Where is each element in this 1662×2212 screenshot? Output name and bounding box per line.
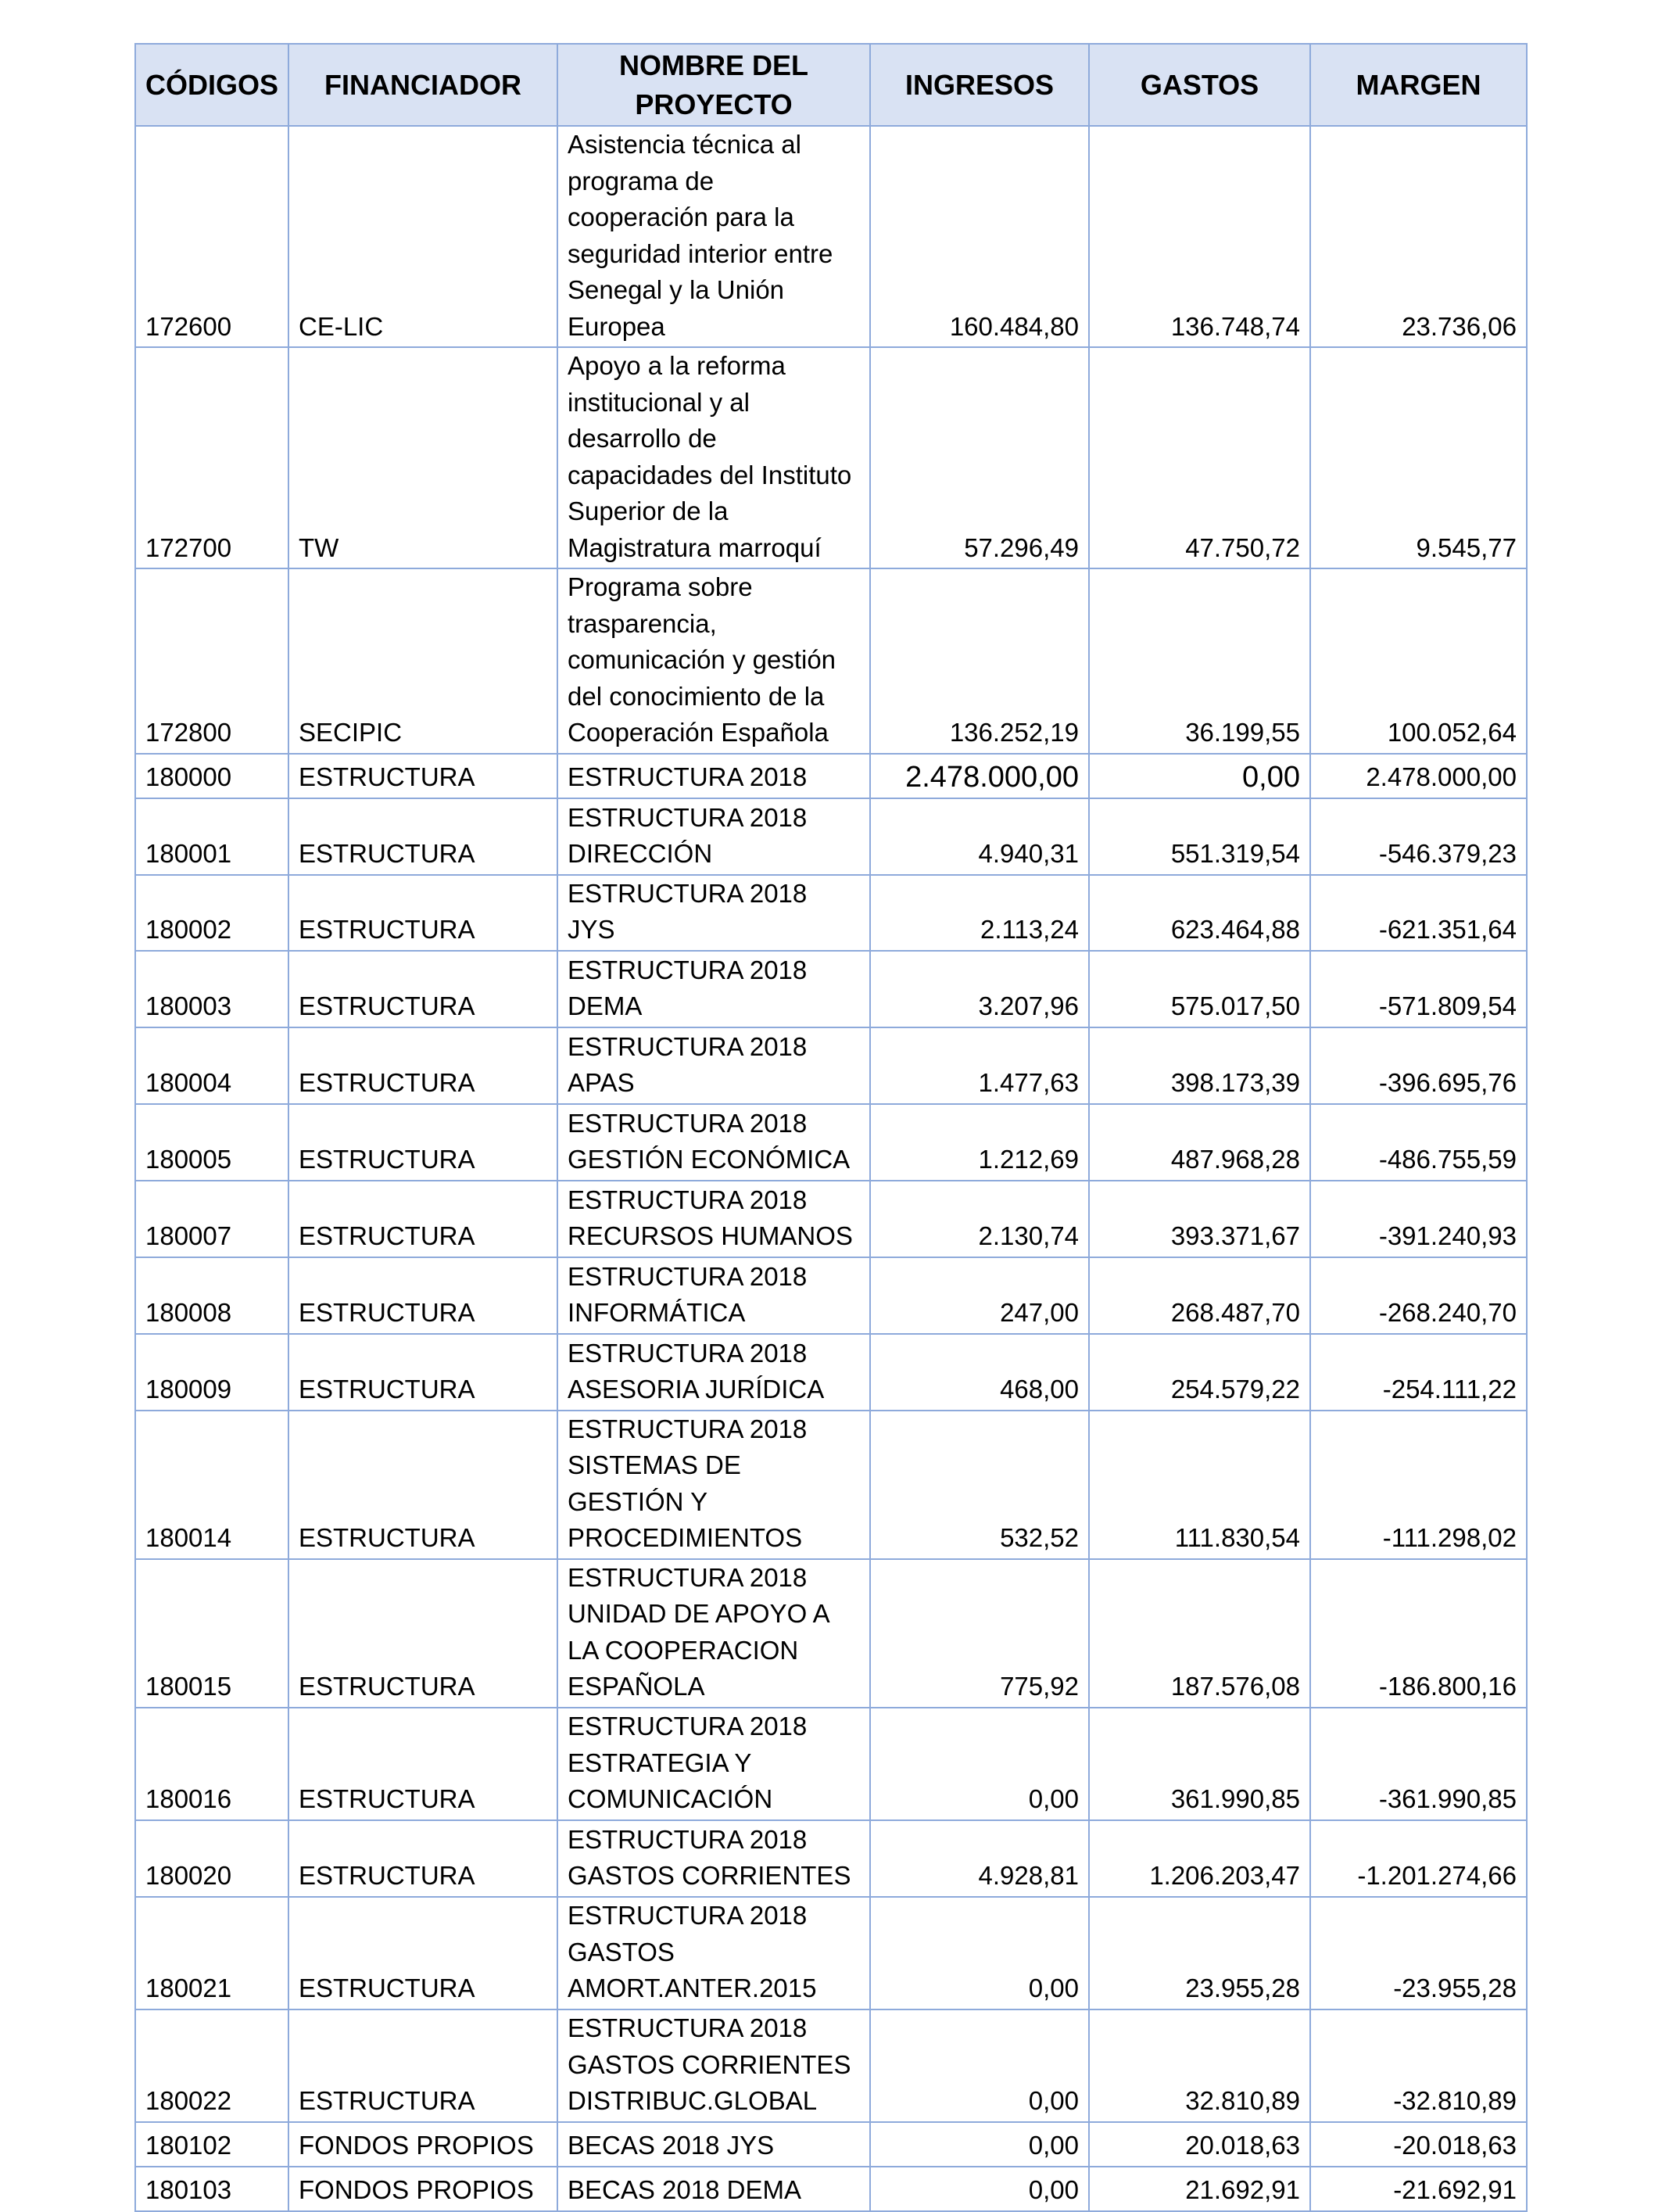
- cell-financiador: ESTRUCTURA: [288, 1411, 557, 1559]
- cell-ingresos: 2.113,24: [870, 875, 1089, 951]
- cell-codigo: 172700: [135, 347, 288, 568]
- cell-codigo: 180008: [135, 1257, 288, 1334]
- table-row: [135, 347, 1527, 568]
- cell-financiador: TW: [288, 347, 557, 568]
- cell-ingresos: 468,00: [870, 1334, 1089, 1411]
- cell-margen: -396.695,76: [1310, 1027, 1527, 1104]
- cell-nombre: ESTRUCTURA 2018 INFORMÁTICA: [557, 1257, 870, 1334]
- table-row: [135, 1257, 1527, 1334]
- cell-nombre: ESTRUCTURA 2018: [557, 754, 870, 798]
- cell-margen: -254.111,22: [1310, 1334, 1527, 1411]
- cell-gastos: 361.990,85: [1089, 1708, 1310, 1820]
- cell-gastos: 393.371,67: [1089, 1181, 1310, 1257]
- cell-codigo: 180005: [135, 1104, 288, 1181]
- cell-margen: -361.990,85: [1310, 1708, 1527, 1820]
- cell-financiador: ESTRUCTURA: [288, 1708, 557, 1820]
- table-row: [135, 1708, 1527, 1820]
- cell-nombre: ESTRUCTURA 2018 GASTOS AMORT.ANTER.2015: [557, 1897, 870, 2009]
- cell-codigo: 180007: [135, 1181, 288, 1257]
- cell-financiador: ESTRUCTURA: [288, 1257, 557, 1334]
- table-row: [135, 754, 1527, 798]
- table-row: [135, 1181, 1527, 1257]
- cell-nombre: Apoyo a la reforma institucional y al desarrollo de capacidades del Instituto Superior de la Magistratura marroquí: [557, 347, 870, 568]
- table-row: [135, 1334, 1527, 1411]
- table-row: [135, 1820, 1527, 1897]
- cell-nombre: Asistencia técnica al programa de cooperación para la seguridad interior entre Senegal y la Unión Europea: [557, 126, 870, 347]
- cell-codigo: 180014: [135, 1411, 288, 1559]
- table-body: [135, 126, 1527, 2211]
- cell-codigo: 180004: [135, 1027, 288, 1104]
- cell-ingresos: 0,00: [870, 2122, 1089, 2167]
- cell-nombre: BECAS 2018 JYS: [557, 2122, 870, 2167]
- header-ingresos: INGRESOS: [870, 44, 1089, 126]
- cell-gastos: 623.464,88: [1089, 875, 1310, 951]
- cell-codigo: 180002: [135, 875, 288, 951]
- cell-ingresos: 57.296,49: [870, 347, 1089, 568]
- cell-gastos: 575.017,50: [1089, 951, 1310, 1027]
- cell-codigo: 180016: [135, 1708, 288, 1820]
- cell-ingresos: 247,00: [870, 1257, 1089, 1334]
- cell-ingresos: 2.130,74: [870, 1181, 1089, 1257]
- cell-nombre: ESTRUCTURA 2018 SISTEMAS DE GESTIÓN Y PROCEDIMIENTOS: [557, 1411, 870, 1559]
- cell-margen: 100.052,64: [1310, 568, 1527, 754]
- cell-codigo: 180102: [135, 2122, 288, 2167]
- cell-codigo: 180001: [135, 798, 288, 875]
- cell-codigo: 180021: [135, 1897, 288, 2009]
- cell-nombre: ESTRUCTURA 2018 DIRECCIÓN: [557, 798, 870, 875]
- cell-nombre: ESTRUCTURA 2018 JYS: [557, 875, 870, 951]
- cell-financiador: FONDOS PROPIOS: [288, 2167, 557, 2211]
- cell-financiador: ESTRUCTURA: [288, 1104, 557, 1181]
- cell-nombre: ESTRUCTURA 2018 RECURSOS HUMANOS: [557, 1181, 870, 1257]
- cell-margen: -1.201.274,66: [1310, 1820, 1527, 1897]
- cell-margen: -21.692,91: [1310, 2167, 1527, 2211]
- cell-financiador: ESTRUCTURA: [288, 1559, 557, 1708]
- cell-margen: -621.351,64: [1310, 875, 1527, 951]
- cell-nombre: ESTRUCTURA 2018 DEMA: [557, 951, 870, 1027]
- table-row: [135, 798, 1527, 875]
- header-margen: MARGEN: [1310, 44, 1527, 126]
- cell-gastos: 254.579,22: [1089, 1334, 1310, 1411]
- table-row: [135, 1027, 1527, 1104]
- cell-codigo: 180022: [135, 2009, 288, 2122]
- table-row: [135, 126, 1527, 347]
- cell-margen: -111.298,02: [1310, 1411, 1527, 1559]
- cell-gastos: 187.576,08: [1089, 1559, 1310, 1708]
- header-codigos: CÓDIGOS: [135, 44, 288, 126]
- cell-ingresos: 4.940,31: [870, 798, 1089, 875]
- cell-margen: 9.545,77: [1310, 347, 1527, 568]
- table-row: [135, 1559, 1527, 1708]
- cell-ingresos: 532,52: [870, 1411, 1089, 1559]
- cell-gastos: 32.810,89: [1089, 2009, 1310, 2122]
- cell-gastos: 551.319,54: [1089, 798, 1310, 875]
- cell-nombre: BECAS 2018 DEMA: [557, 2167, 870, 2211]
- cell-gastos: 268.487,70: [1089, 1257, 1310, 1334]
- cell-codigo: 172600: [135, 126, 288, 347]
- cell-nombre: ESTRUCTURA 2018 GASTOS CORRIENTES DISTRIBUC.GLOBAL: [557, 2009, 870, 2122]
- cell-nombre: ESTRUCTURA 2018 UNIDAD DE APOYO A LA COOPERACION ESPAÑOLA: [557, 1559, 870, 1708]
- cell-gastos: 487.968,28: [1089, 1104, 1310, 1181]
- cell-gastos: 0,00: [1089, 754, 1310, 798]
- cell-financiador: FONDOS PROPIOS: [288, 2122, 557, 2167]
- cell-financiador: ESTRUCTURA: [288, 1334, 557, 1411]
- table-row: [135, 568, 1527, 754]
- cell-ingresos: 0,00: [870, 1897, 1089, 2009]
- cell-codigo: 180020: [135, 1820, 288, 1897]
- table-row: [135, 1897, 1527, 2009]
- table-row: [135, 1104, 1527, 1181]
- cell-gastos: 23.955,28: [1089, 1897, 1310, 2009]
- cell-margen: -268.240,70: [1310, 1257, 1527, 1334]
- cell-margen: -23.955,28: [1310, 1897, 1527, 2009]
- cell-financiador: SECIPIC: [288, 568, 557, 754]
- cell-financiador: ESTRUCTURA: [288, 875, 557, 951]
- header-financiador: FINANCIADOR: [288, 44, 557, 126]
- cell-financiador: ESTRUCTURA: [288, 1027, 557, 1104]
- cell-gastos: 20.018,63: [1089, 2122, 1310, 2167]
- cell-gastos: 47.750,72: [1089, 347, 1310, 568]
- cell-financiador: ESTRUCTURA: [288, 1181, 557, 1257]
- cell-gastos: 136.748,74: [1089, 126, 1310, 347]
- cell-margen: -32.810,89: [1310, 2009, 1527, 2122]
- cell-margen: -486.755,59: [1310, 1104, 1527, 1181]
- cell-margen: -391.240,93: [1310, 1181, 1527, 1257]
- cell-ingresos: 1.477,63: [870, 1027, 1089, 1104]
- cell-margen: -571.809,54: [1310, 951, 1527, 1027]
- cell-codigo: 172800: [135, 568, 288, 754]
- cell-codigo: 180000: [135, 754, 288, 798]
- table-row: [135, 2009, 1527, 2122]
- cell-codigo: 180009: [135, 1334, 288, 1411]
- cell-financiador: ESTRUCTURA: [288, 2009, 557, 2122]
- cell-nombre: ESTRUCTURA 2018 GASTOS CORRIENTES: [557, 1820, 870, 1897]
- cell-gastos: 1.206.203,47: [1089, 1820, 1310, 1897]
- cell-codigo: 180003: [135, 951, 288, 1027]
- projects-table: [134, 43, 1528, 2212]
- cell-ingresos: 136.252,19: [870, 568, 1089, 754]
- cell-ingresos: 2.478.000,00: [870, 754, 1089, 798]
- table-row: [135, 875, 1527, 951]
- cell-ingresos: 0,00: [870, 1708, 1089, 1820]
- cell-nombre: ESTRUCTURA 2018 ASESORIA JURÍDICA: [557, 1334, 870, 1411]
- table-row: [135, 1411, 1527, 1559]
- cell-financiador: ESTRUCTURA: [288, 798, 557, 875]
- cell-ingresos: 1.212,69: [870, 1104, 1089, 1181]
- cell-ingresos: 775,92: [870, 1559, 1089, 1708]
- cell-margen: -20.018,63: [1310, 2122, 1527, 2167]
- header-gastos: GASTOS: [1089, 44, 1310, 126]
- cell-margen: 23.736,06: [1310, 126, 1527, 347]
- cell-gastos: 36.199,55: [1089, 568, 1310, 754]
- table-row: [135, 2122, 1527, 2167]
- cell-gastos: 111.830,54: [1089, 1411, 1310, 1559]
- cell-financiador: ESTRUCTURA: [288, 1897, 557, 2009]
- cell-margen: 2.478.000,00: [1310, 754, 1527, 798]
- cell-financiador: CE-LIC: [288, 126, 557, 347]
- cell-ingresos: 160.484,80: [870, 126, 1089, 347]
- cell-nombre: ESTRUCTURA 2018 GESTIÓN ECONÓMICA: [557, 1104, 870, 1181]
- cell-nombre: ESTRUCTURA 2018 ESTRATEGIA Y COMUNICACIÓN: [557, 1708, 870, 1820]
- cell-codigo: 180015: [135, 1559, 288, 1708]
- cell-ingresos: 4.928,81: [870, 1820, 1089, 1897]
- cell-margen: -546.379,23: [1310, 798, 1527, 875]
- cell-ingresos: 3.207,96: [870, 951, 1089, 1027]
- cell-gastos: 398.173,39: [1089, 1027, 1310, 1104]
- table-row: [135, 2167, 1527, 2211]
- cell-gastos: 21.692,91: [1089, 2167, 1310, 2211]
- cell-ingresos: 0,00: [870, 2167, 1089, 2211]
- cell-nombre: ESTRUCTURA 2018 APAS: [557, 1027, 870, 1104]
- cell-financiador: ESTRUCTURA: [288, 1820, 557, 1897]
- cell-financiador: ESTRUCTURA: [288, 951, 557, 1027]
- cell-ingresos: 0,00: [870, 2009, 1089, 2122]
- table-header: [135, 44, 1527, 126]
- cell-financiador: ESTRUCTURA: [288, 754, 557, 798]
- cell-codigo: 180103: [135, 2167, 288, 2211]
- header-nombre: NOMBRE DEL PROYECTO: [557, 44, 870, 126]
- table-row: [135, 951, 1527, 1027]
- cell-nombre: Programa sobre trasparencia, comunicación y gestión del conocimiento de la Cooperación Española: [557, 568, 870, 754]
- cell-margen: -186.800,16: [1310, 1559, 1527, 1708]
